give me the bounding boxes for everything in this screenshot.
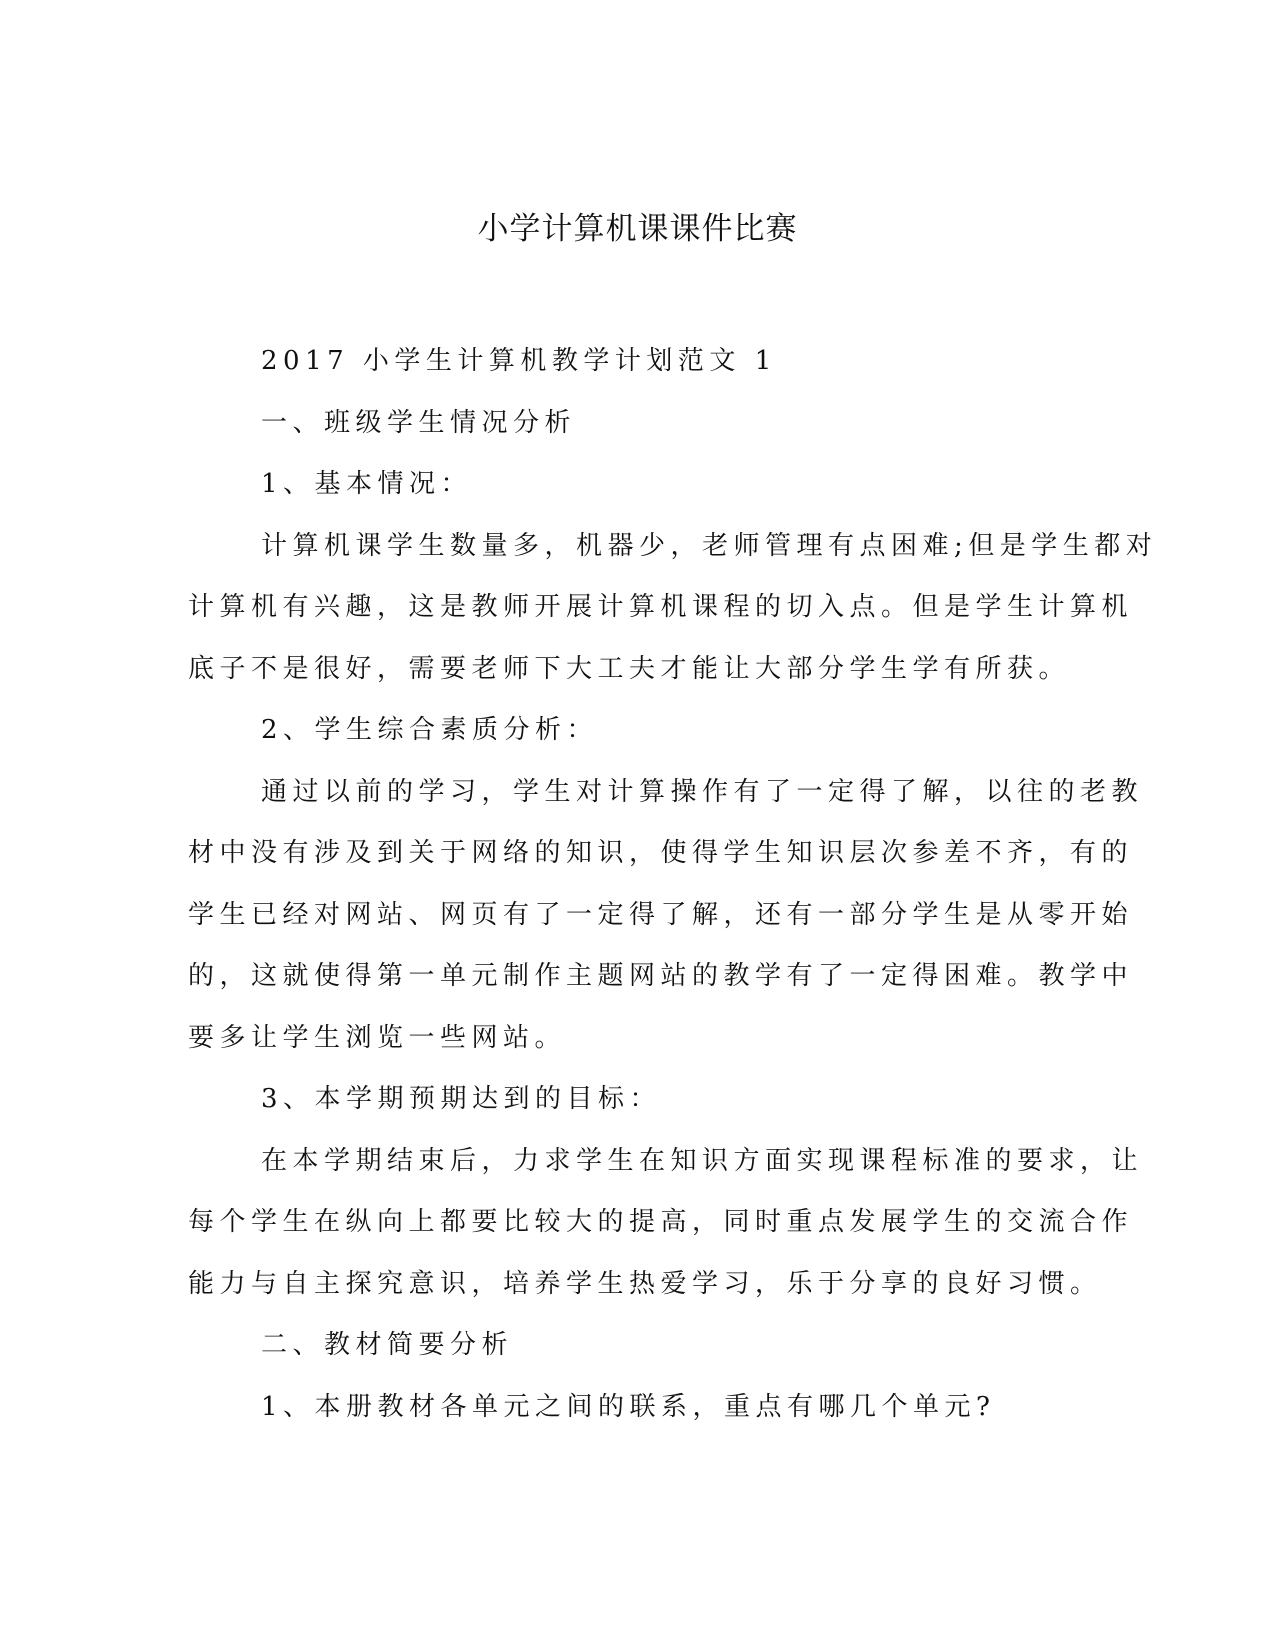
text-line: 计算机课学生数量多，机器少，老师管理有点困难;但是学生都对	[261, 530, 1158, 561]
text-line: 能力与自主探究意识，培养学生热爱学习，乐于分享的良好习惯。	[188, 1268, 1102, 1299]
text-line: 1、本册教材各单元之间的联系，重点有哪几个单元?	[261, 1391, 996, 1422]
text-line: 1、基本情况：	[261, 469, 473, 499]
text-line: 通过以前的学习，学生对计算操作有了一定得了解，以往的老教	[261, 776, 1144, 807]
document-title: 小学计算机课课件比赛	[477, 211, 798, 247]
text-line: 二、教材简要分析	[261, 1330, 514, 1360]
text-line: 每个学生在纵向上都要比较大的提高，同时重点发展学生的交流合作	[188, 1207, 1134, 1237]
text-line: 计算机有兴趣，这是教师开展计算机课程的切入点。但是学生计算机	[188, 592, 1134, 622]
text-line: 2、学生综合素质分析：	[261, 715, 599, 745]
text-line: 2017 小学生计算机教学计划范文 1	[261, 346, 777, 376]
text-line: 学生已经对网站、网页有了一定得了解，还有一部分学生是从零开始	[188, 899, 1134, 930]
text-line: 底子不是很好，需要老师下大工夫才能让大部分学生学有所获。	[188, 653, 1071, 684]
text-line: 在本学期结束后，力求学生在知识方面实现课程标准的要求，让	[261, 1145, 1144, 1176]
text-line: 要多让学生浏览一些网站。	[188, 1022, 567, 1053]
text-line: 的，这就使得第一单元制作主题网站的教学有了一定得困难。教学中	[188, 961, 1134, 991]
text-line: 3、本学期预期达到的目标：	[261, 1084, 662, 1114]
document-body	[188, 331, 1158, 1438]
text-line: 一、班级学生情况分析	[261, 407, 577, 438]
text-line: 材中没有涉及到关于网络的知识，使得学生知识层次参差不齐，有的	[188, 838, 1134, 868]
